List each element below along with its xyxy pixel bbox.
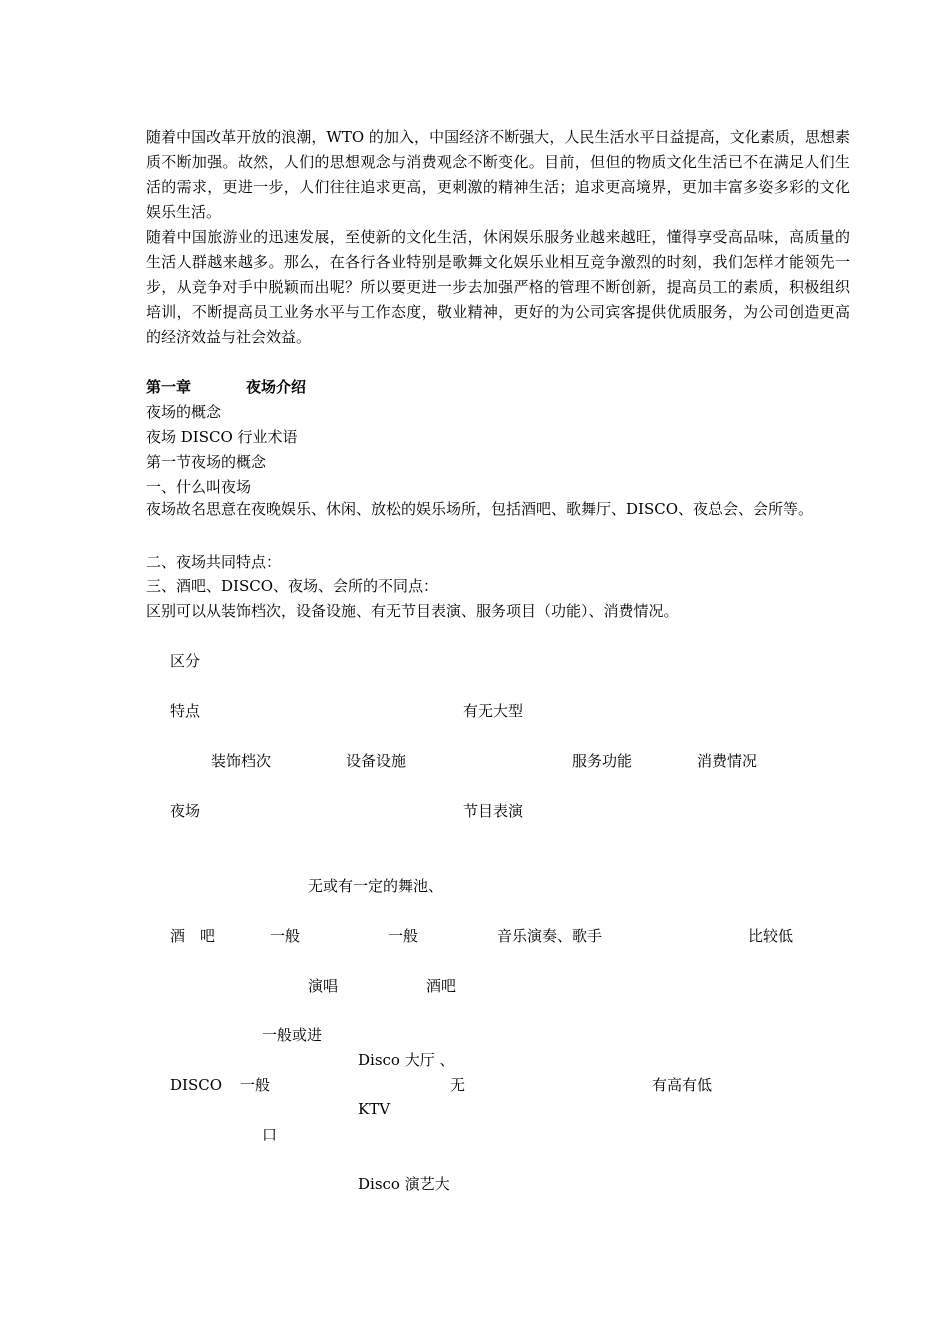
bar-cost: 比较低	[748, 927, 794, 945]
table-header-show-2: 节目表演	[463, 802, 524, 820]
disco-service-line-1: Disco 大厅 、	[358, 1051, 455, 1069]
bar-show-line-1: 无或有一定的舞池、	[308, 877, 444, 895]
section-title: 第一节夜场的概念	[146, 453, 267, 471]
bar-service-line-2: 酒吧	[426, 977, 457, 995]
toc-item: 夜场 DISCO 行业术语	[146, 428, 298, 446]
table-header-decor: 装饰档次	[211, 752, 272, 770]
bar-service: 音乐演奏、歌手	[497, 927, 603, 945]
toc-item: 夜场的概念	[146, 403, 222, 421]
disco-equipment-line-2: 口	[262, 1126, 278, 1144]
question-3-answer: 区别可以从装饰档次，设备设施、有无节目表演、服务项目（功能）、消费情况。	[146, 602, 679, 620]
disco-show: 无	[450, 1076, 466, 1094]
table-header-show: 有无大型	[463, 702, 524, 720]
question-1: 一、什么叫夜场	[146, 478, 252, 496]
bar-name: 酒 吧	[170, 927, 216, 945]
table-header-service: 服务功能	[572, 752, 633, 770]
disco-service-line-3: Disco 演艺大	[358, 1175, 450, 1193]
table-header-yechang: 夜场	[170, 802, 201, 820]
question-3: 三、酒吧、DISCO、夜场、会所的不同点：	[146, 577, 439, 595]
bar-equipment: 一般	[388, 927, 419, 945]
question-2: 二、夜场共同特点：	[146, 553, 282, 571]
table-header-tedian: 特点	[170, 702, 201, 720]
bar-show-line-2: 演唱	[308, 977, 339, 995]
disco-name: DISCO	[170, 1076, 223, 1094]
intro-paragraph-1: 随着中国改革开放的浪潮，WTO 的加入，中国经济不断强大，人民生活水平日益提高，文化素质，思想素质不断加强。故然，人们的思想观念与消费观念不断变化。目前，但但的物质文化生活已不在满足人们生活的需求，更进一步，人们往往追求更高，更刺激的精神生活；追求更高境界，更加丰富多姿多彩的文化娱乐生活。	[146, 128, 850, 221]
table-header-equipment: 设备设施	[346, 752, 407, 770]
disco-service-line-2: KTV	[358, 1100, 391, 1118]
table-header-qufen: 区分	[170, 652, 201, 670]
question-1-answer: 夜场故名思意在夜晚娱乐、休闲、放松的娱乐场所，包括酒吧、歌舞厅、DISCO、夜总会、会所等。	[146, 500, 814, 518]
disco-decor: 一般	[240, 1076, 271, 1094]
intro-paragraph-2: 随着中国旅游业的迅速发展，至使新的文化生活，休闲娱乐服务业越来越旺，懂得享受高品味，高质量的生活人群越来越多。那么，在各行各业特别是歌舞文化娱乐业相互竞争激烈的时刻，我们怎样才能领先一步，从竞争对手中脱颖而出呢？所以要更进一步去加强严格的管理不断创新，提高员工的素质，积极组织培训，不断提高员工业务水平与工作态度，敬业精神，更好的为公司宾客提供优质服务，为公司创造更高的经济效益与社会效益。	[146, 228, 850, 346]
chapter-number: 第一章	[146, 378, 192, 396]
table-header-cost: 消费情况	[697, 752, 758, 770]
disco-cost: 有高有低	[652, 1076, 713, 1094]
chapter-title: 夜场介绍	[246, 378, 307, 396]
bar-decor: 一般	[270, 927, 301, 945]
disco-equipment-line-1: 一般或进	[262, 1026, 323, 1044]
